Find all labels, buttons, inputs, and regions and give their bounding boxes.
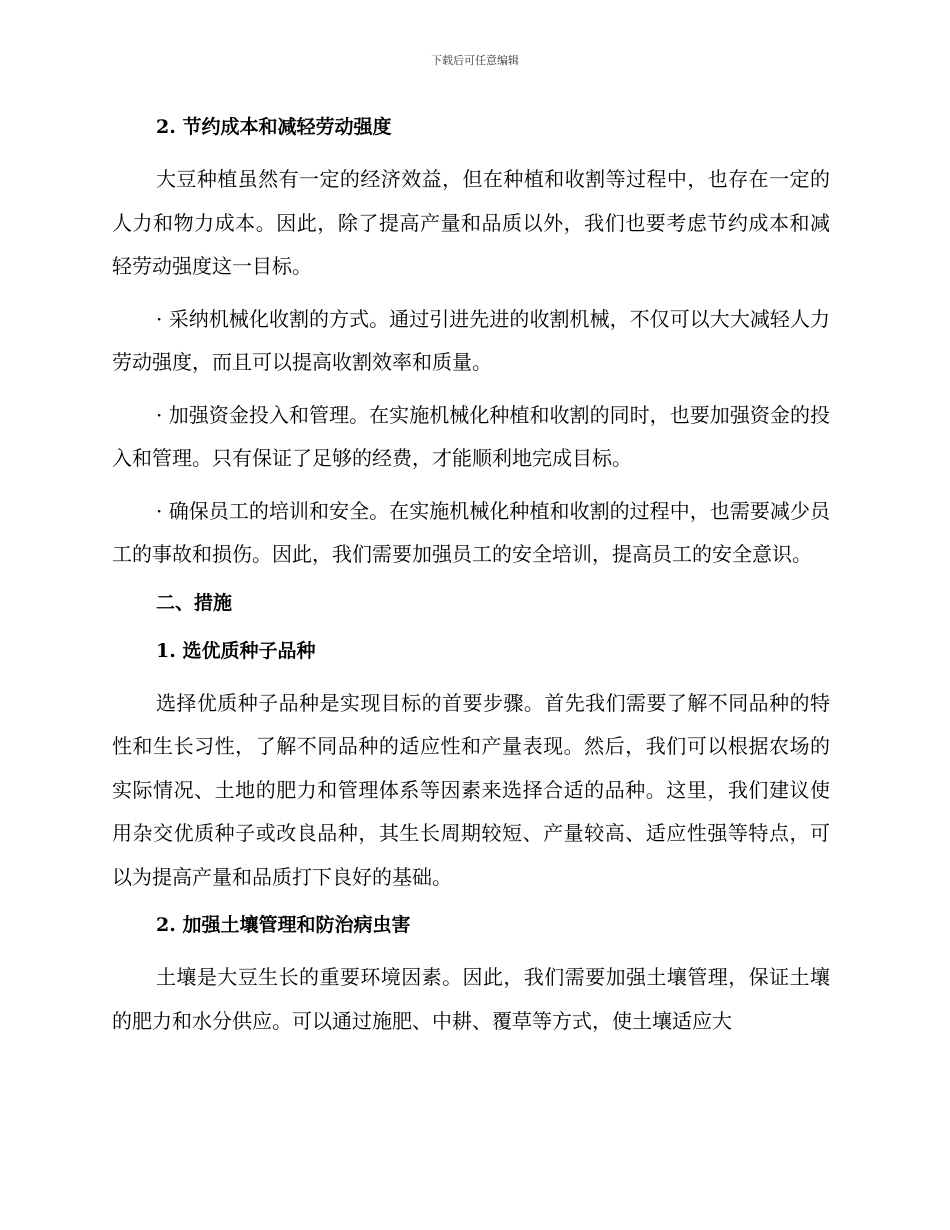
section-heading-soil-pest: 2. 加强土壤管理和防治病虫害 [156, 914, 411, 936]
page-header-note: 下载后可任意编辑 [431, 54, 519, 67]
section-heading-measures: 二、措施 [156, 591, 233, 614]
bullet-funding-management: · 加强资金投入和管理。在实施机械化种植和收割的同时，也要加强资金的投入和管理。只有保证了足够的经费，才能顺利地完成目标。 [112, 402, 830, 470]
paragraph-cost-intro: 大豆种植虽然有一定的经济效益，但在种植和收割等过程中，也存在一定的人力和物力成本。因此，除了提高产量和品质以外，我们也要考虑节约成本和减轻劳动强度这一目标。 [112, 167, 830, 278]
section-heading-seed-selection: 1. 选优质种子品种 [156, 639, 316, 662]
paragraph-seed-selection: 选择优质种子品种是实现目标的首要步骤。首先我们需要了解不同品种的特性和生长习性，了解不同品种的适应性和产量表现。然后，我们可以根据农场的实际情况、土地的肥力和管理体系等因素来选择合适的品种。这里，我们建议使用杂交优质种子或改良品种，其生长周期较短、产量较高、适应性强等特点，可以为提高产量和品质打下良好的基础。 [112, 690, 830, 889]
bullet-mechanized-harvest: · 采纳机械化收割的方式。通过引进先进的收割机械，不仅可以大大减轻人力劳动强度，而且可以提高收割效率和质量。 [112, 306, 830, 374]
bullet-staff-training: · 确保员工的培训和安全。在实施机械化种植和收割的过程中，也需要减少员工的事故和损伤。因此，我们需要加强员工的安全培训，提高员工的安全意识。 [112, 498, 830, 566]
paragraph-soil-management: 土壤是大豆生长的重要环境因素。因此，我们需要加强土壤管理，保证土壤的肥力和水分供应。可以通过施肥、中耕、覆草等方式，使土壤适应大 [112, 965, 830, 1033]
section-heading-cost-saving: 2. 节约成本和减轻劳动强度 [156, 116, 392, 138]
document-body [112, 110, 830, 1052]
